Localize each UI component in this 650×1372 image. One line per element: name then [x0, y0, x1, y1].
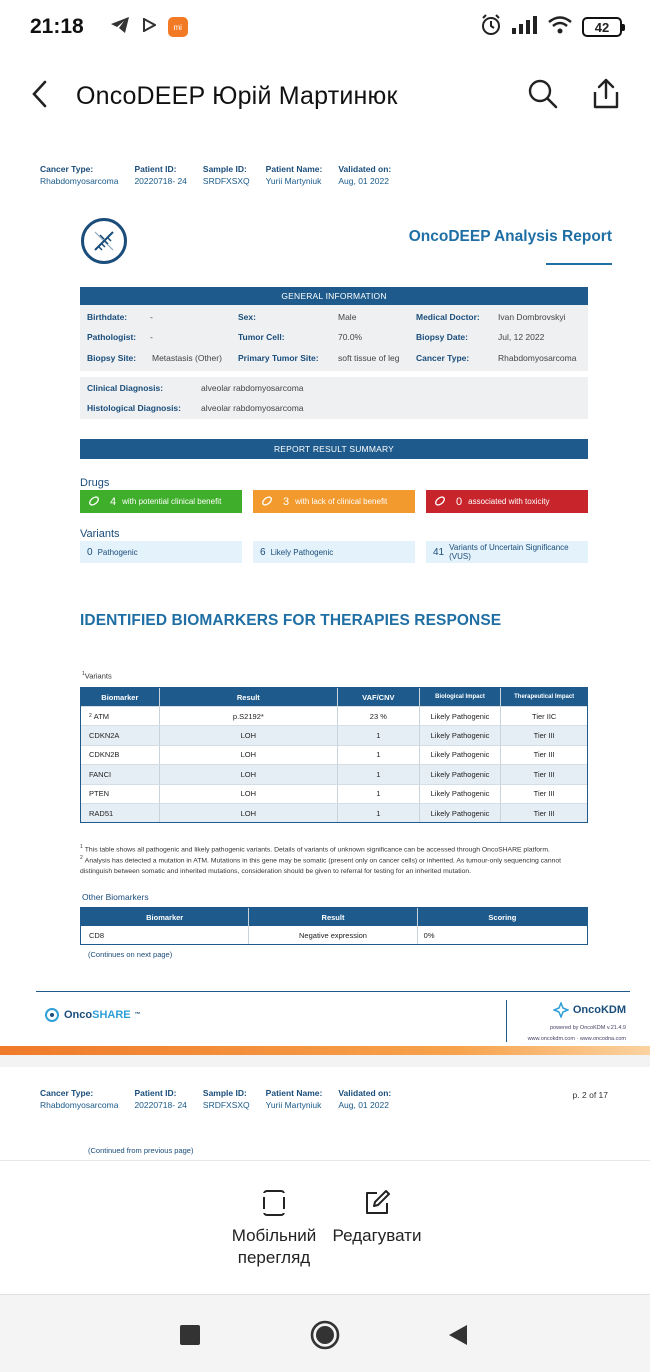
general-info-table: [80, 305, 588, 371]
variants-table: [80, 687, 588, 823]
cell-ther: Tier III: [533, 808, 555, 818]
recents-button[interactable]: [172, 1317, 208, 1353]
cell-result: Negative expression: [249, 926, 417, 944]
cell-biomarker: PTEN: [81, 785, 160, 803]
biomarkers-title: IDENTIFIED BIOMARKERS FOR THERAPIES RESPONSE: [80, 612, 502, 629]
drugs-lack-text: with lack of clinical benefit: [295, 497, 388, 506]
variants-table-header: [81, 688, 587, 706]
col-scoring: Scoring: [488, 912, 517, 922]
document-viewer[interactable]: [0, 150, 650, 1160]
footer-divider: [506, 1000, 507, 1042]
meta-value: Aug, 01 2022: [338, 176, 389, 186]
report-title: OncoDEEP Analysis Report: [408, 228, 612, 245]
cell-biomarker: CDKN2B: [81, 746, 160, 764]
drugs-toxicity-count: 0: [456, 495, 463, 508]
home-button[interactable]: [307, 1317, 343, 1353]
biopsy-date-value: Jul, 12 2022: [498, 332, 545, 342]
caption-text: Variants: [84, 671, 112, 681]
footnote-1-sup: 1: [80, 844, 83, 850]
meta-label: Sample ID:: [202, 164, 247, 174]
footnote-2-sup: 2: [80, 855, 83, 861]
pathogenic-text: Pathogenic: [97, 547, 138, 557]
biopsy-site-value: Metastasis (Other): [152, 353, 222, 363]
report-header-meta: [40, 164, 407, 186]
footnote-1-text: This table shows all pathogenic and likely pathogenic variants. Details of variants of unknown significance can be accessed through OncoSHARE platform.: [84, 846, 550, 854]
oncoshare-tm: ™: [134, 1012, 141, 1018]
table-row: [81, 706, 587, 725]
meta-label: Validated on:: [338, 1088, 392, 1098]
summary-header: REPORT RESULT SUMMARY: [80, 439, 588, 459]
other-biomarkers-label: Other Biomarkers: [82, 892, 149, 902]
oncoshare-text-a: Onco: [64, 1009, 93, 1021]
col-result: Result: [160, 688, 338, 706]
variants-caption: [82, 671, 112, 681]
cell-result: LOH: [160, 765, 338, 783]
vus-text: Variants of Uncertain Significance (VUS): [449, 543, 569, 561]
triangle-back-icon: [447, 1323, 469, 1347]
meta-value: Yurii Martyniuk: [265, 1100, 322, 1110]
table-row: [81, 803, 587, 822]
sex-label: Sex:: [238, 312, 256, 322]
continues-note: (Continues on next page): [88, 950, 173, 959]
col-result: Result: [249, 908, 417, 926]
drugs-benefit-text: with potential clinical benefit: [122, 497, 222, 506]
drugs-lack-box: [253, 490, 415, 513]
page2-header-meta: [40, 1088, 407, 1110]
drugs-toxicity-text: associated with toxicity: [468, 497, 550, 506]
search-icon[interactable]: [528, 79, 558, 114]
col-ther-impact: Therapeutical Impact: [514, 694, 575, 700]
meta-label: Patient Name:: [265, 1088, 323, 1098]
meta-value: Rhabdomyosarcoma: [40, 176, 119, 186]
cell-vaf: 1: [338, 726, 420, 744]
mobile-view-icon: [261, 1189, 287, 1217]
cell-bio: Likely Pathogenic: [420, 804, 502, 822]
alarm-icon: [480, 14, 502, 41]
cell-biomarker: CD8: [81, 926, 249, 944]
clinical-dx-value: alveolar rabdomyosarcoma: [201, 383, 304, 393]
status-time: 21:18: [30, 15, 84, 38]
meta-label: Patient ID:: [134, 1088, 177, 1098]
drugs-benefit-box: [80, 490, 242, 513]
continued-note: (Continued from previous page): [88, 1146, 194, 1155]
system-nav-bar: [0, 1294, 650, 1372]
col-bio-impact: Biological Impact: [420, 688, 502, 706]
table-row: [81, 725, 587, 744]
page-number: p. 2 of 17: [572, 1090, 608, 1100]
oncokdm-logo: [553, 1002, 626, 1018]
document-title: OncoDEEP Юрій Мартинюк: [76, 81, 398, 110]
cell-biomarker: FANCI: [81, 765, 160, 783]
oncokdm-powered: powered by OncoKDM v.21.4.9: [549, 1025, 626, 1031]
dna-logo-icon: [81, 218, 127, 264]
cell-bio: Likely Pathogenic: [420, 746, 502, 764]
variants-label: Variants: [80, 528, 120, 540]
sex-value: Male: [338, 312, 357, 322]
app-bar: [0, 60, 650, 132]
back-button[interactable]: [440, 1317, 476, 1353]
signal-icon: [512, 16, 538, 39]
cell-biomarker: [81, 707, 160, 725]
cell-result: LOH: [160, 726, 338, 744]
tumor-cell-value: 70.0%: [338, 332, 363, 342]
table-row: [81, 926, 587, 944]
variants-vus-box: [426, 541, 588, 563]
meta-value: Rhabdomyosarcoma: [40, 1100, 119, 1110]
likely-text: Likely Pathogenic: [270, 547, 334, 557]
general-info-header: GENERAL INFORMATION: [80, 287, 588, 305]
oncokdm-icon: [553, 1002, 569, 1018]
birthdate-value: -: [150, 312, 153, 322]
biomarker-name: ATM: [93, 711, 110, 721]
likely-count: 6: [260, 546, 266, 558]
share-icon[interactable]: [592, 78, 620, 115]
oncokdm-sites: www.oncokdm.com · www.oncodna.com: [527, 1036, 626, 1042]
mobile-view-label: Мобільний перегляд: [231, 1226, 317, 1267]
meta-value: SRDFXSXQ: [202, 1100, 250, 1110]
cell-vaf: 1: [338, 746, 420, 764]
variants-pathogenic-box: [80, 541, 242, 563]
battery-indicator: 42: [582, 17, 622, 37]
pathologist-value: -: [150, 332, 153, 342]
pathogenic-count: 0: [87, 546, 93, 558]
cell-ther: Tier III: [533, 769, 555, 779]
cell-ther: Tier IIC: [532, 711, 557, 721]
doctor-value: Ivan Dombrovskyi: [498, 312, 566, 322]
drugs-benefit-count: 4: [110, 495, 117, 508]
square-icon: [179, 1324, 201, 1346]
meta-label: Cancer Type:: [40, 164, 94, 174]
diagnosis-table: [80, 377, 588, 419]
edit-label: Редагувати: [332, 1226, 422, 1245]
cell-result: LOH: [160, 804, 338, 822]
cell-bio: Likely Pathogenic: [420, 726, 502, 744]
histological-dx-label: Histological Diagnosis:: [87, 403, 181, 413]
cancer-type-label: Cancer Type:: [416, 353, 470, 363]
meta-label: Cancer Type:: [40, 1088, 94, 1098]
page-footer-rule: [36, 991, 630, 992]
biopsy-date-label: Biopsy Date:: [416, 332, 468, 342]
cell-ther: Tier III: [533, 789, 555, 799]
edit-button[interactable]: [326, 1189, 428, 1247]
cell-biomarker: CDKN2A: [81, 726, 160, 744]
other-table-header: [81, 908, 587, 926]
pill-icon: [261, 495, 273, 509]
row-sup: 2: [89, 713, 92, 720]
drugs-toxicity-box: [426, 490, 588, 513]
primary-site-value: soft tissue of leg: [338, 353, 400, 363]
play-icon: [142, 18, 156, 37]
drugs-label: Drugs: [80, 477, 110, 489]
pill-icon: [88, 495, 100, 509]
variants-likely-box: [253, 541, 415, 563]
meta-label: Sample ID:: [202, 1088, 247, 1098]
oncoshare-logo: [44, 1007, 141, 1023]
cell-bio: Likely Pathogenic: [420, 707, 502, 725]
cancer-type-value: Rhabdomyosarcoma: [498, 353, 577, 363]
cell-ther: Tier III: [533, 731, 555, 741]
telegram-icon: [110, 16, 130, 39]
footnote-2: [80, 853, 590, 877]
cell-vaf: 1: [338, 765, 420, 783]
wifi-icon: [548, 16, 572, 39]
cell-vaf: 1: [338, 785, 420, 803]
primary-site-label: Primary Tumor Site:: [238, 353, 319, 363]
meta-label: Patient Name:: [265, 164, 323, 174]
cell-ther: Tier III: [533, 750, 555, 760]
table-row: [81, 764, 587, 783]
caption-sup: 1: [82, 671, 85, 677]
cell-result: LOH: [160, 785, 338, 803]
drugs-lack-count: 3: [283, 495, 290, 508]
meta-value: 20220718- 24: [134, 176, 187, 186]
bottom-action-bar: [0, 1160, 650, 1294]
meta-value: Yurii Martyniuk: [265, 176, 322, 186]
mobile-view-button[interactable]: [226, 1189, 322, 1269]
cell-bio: Likely Pathogenic: [420, 765, 502, 783]
cell-bio: Likely Pathogenic: [420, 785, 502, 803]
clinical-dx-label: Clinical Diagnosis:: [87, 383, 164, 393]
oncokdm-text: OncoKDM: [572, 1004, 626, 1016]
pill-icon: [434, 495, 446, 509]
other-biomarkers-table: [80, 907, 588, 945]
cell-biomarker: RAD51: [81, 804, 160, 822]
pathologist-label: Pathologist:: [87, 332, 137, 342]
cell-result: LOH: [160, 746, 338, 764]
birthdate-label: Birthdate:: [87, 312, 128, 322]
edit-icon: [363, 1189, 391, 1217]
meta-value: SRDFXSXQ: [202, 176, 250, 186]
meta-label: Validated on:: [338, 164, 392, 174]
table-row: [81, 745, 587, 764]
footnote-2-text: Analysis has detected a mutation in ATM. Mutations in this gene may be somatic (present only on cancer cells) or inherited. As tumour-only sequencing cannot distinguish between somatic and inherited mutations, consideration should be given to referral for testing for an inherited mutation.: [80, 857, 562, 876]
doctor-label: Medical Doctor:: [416, 312, 480, 322]
meta-value: 20220718- 24: [134, 1100, 187, 1110]
page-footer-band: [0, 1046, 650, 1055]
status-bar: [0, 0, 650, 54]
page-separator: [0, 1055, 650, 1067]
col-vaf: VAF/CNV: [338, 688, 420, 706]
oncoshare-icon: [44, 1007, 60, 1023]
tumor-cell-label: Tumor Cell:: [238, 332, 285, 342]
cell-scoring: 0%: [423, 930, 435, 940]
vus-count: 41: [433, 546, 445, 558]
meta-label: Patient ID:: [134, 164, 177, 174]
cell-vaf: 1: [338, 804, 420, 822]
col-biomarker: Biomarker: [81, 688, 160, 706]
mi-app-icon: mi: [168, 17, 188, 37]
title-underline: [546, 263, 612, 265]
table-row: [81, 784, 587, 803]
oncoshare-text-b: SHARE: [92, 1009, 131, 1021]
meta-value: Aug, 01 2022: [338, 1100, 389, 1110]
histological-dx-value: alveolar rabdomyosarcoma: [201, 403, 304, 413]
cell-vaf: 23 %: [338, 707, 420, 725]
cell-result: p.S2192*: [160, 707, 338, 725]
biopsy-site-label: Biopsy Site:: [87, 353, 137, 363]
circle-icon: [309, 1319, 341, 1351]
col-biomarker: Biomarker: [81, 908, 249, 926]
back-arrow-icon[interactable]: [30, 80, 50, 113]
